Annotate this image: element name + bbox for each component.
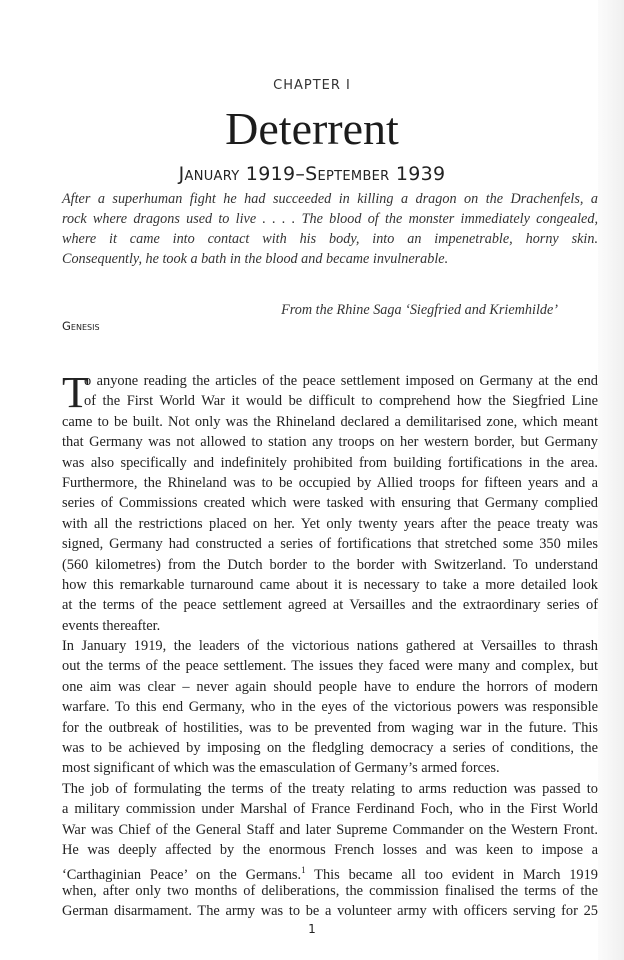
body-line: how this remarkable turnaround came about it is necessary to take a more detailed look (62, 576, 598, 593)
body-line: German disarmament. The army was to be a volunteer army with officers serving for 25 (62, 903, 598, 920)
page-number: 1 (308, 922, 316, 936)
body-line: a military commission under Marshal of France Ferdinand Foch, who in the First World (62, 801, 598, 818)
body-line: was to be achieved by imposing on the fledgling democracy a series of conditions, the (62, 740, 598, 757)
body-line: with all the restrictions placed on her. Yet only twenty years after the peace treaty was (62, 515, 598, 532)
section-heading: Genesis (62, 319, 100, 333)
epigraph-line: where it came into contact with his body, into an impenetrable, horny skin. (62, 231, 598, 247)
body-line: when, after only two months of deliberations, the commission finalised the terms of the (62, 882, 598, 899)
body-line: most significant of which was the emasculation of Germany’s armed forces. (62, 760, 500, 777)
body-line: The job of formulating the terms of the treaty relating to arms reduction was passed to (62, 780, 598, 797)
body-line: signed, Germany had constructed a series of fortifications that stretched some 350 miles (62, 536, 598, 553)
epigraph-attribution: From the Rhine Saga ‘Siegfried and Kriemhilde’ (281, 302, 558, 318)
body-line: In January 1919, the leaders of the victorious nations gathered at Versailles to thrash (62, 638, 598, 655)
body-line: War was Chief of the General Staff and later Supreme Commander on the Western Front. (62, 821, 598, 838)
body-line: for the outbreak of hostilities, was to be prevented from waging war in the future. This (62, 719, 598, 736)
body-line: series of Commissions created which were tasked with ensuring that Germany complied (62, 495, 598, 512)
body-line: was also specifically and indefinitely prohibited from building fortifications in the area. (62, 454, 598, 471)
body-line: one aim was clear – never again should people have to endure the horrors of modern (62, 678, 598, 695)
body-line: Furthermore, the Rhineland was to be occupied by Allied troops for fifteen years and a (62, 474, 598, 491)
body-line: of the First World War it would be difficult to comprehend how the Siegfried Line (84, 393, 598, 410)
body-line: events thereafter. (62, 617, 161, 634)
drop-cap: T (62, 368, 89, 417)
epigraph-line: Consequently, he took a bath in the blood and became invulnerable. (62, 251, 449, 267)
body-line: that Germany was not allowed to station any troops on her western border, but Germany (62, 434, 598, 451)
text-segment: ‘Carthaginian Peace’ on the Germans. (62, 867, 302, 884)
body-text (62, 368, 598, 922)
chapter-date-range: January 1919–September 1939 (178, 163, 446, 185)
epigraph (62, 189, 598, 269)
epigraph-line: After a superhuman fight he had succeeded in killing a dragon on the Drachenfels, a (62, 191, 598, 207)
body-line: (560 kilometres) from the Dutch border to the border with Switzerland. To understand (62, 556, 598, 573)
footnote-marker[interactable]: 1 (301, 865, 306, 876)
body-line: came to be built. Not only was the Rhineland declared a demilitarised zone, which meant (62, 413, 598, 430)
body-line: at the terms of the peace settlement agreed at Versailles and the extraordinary series of (62, 597, 598, 614)
chapter-label: CHAPTER I (273, 78, 351, 93)
body-line: out the terms of the peace settlement. The issues they faced were many and complex, but (62, 658, 598, 675)
body-line: warfare. To this end Germany, who in the eyes of the victorious powers was responsible (62, 699, 598, 716)
body-line (62, 860, 598, 884)
body-line: o anyone reading the articles of the peace settlement imposed on Germany at the end (84, 373, 598, 389)
text-segment: This became all too evident in March 1919 (305, 867, 598, 884)
epigraph-line: rock where dragons used to live . . . . The blood of the monster immediately congealed, (62, 211, 598, 227)
body-line: He was deeply affected by the enormous French losses and was keen to impose a (62, 841, 598, 858)
chapter-title: Deterrent (225, 103, 399, 154)
